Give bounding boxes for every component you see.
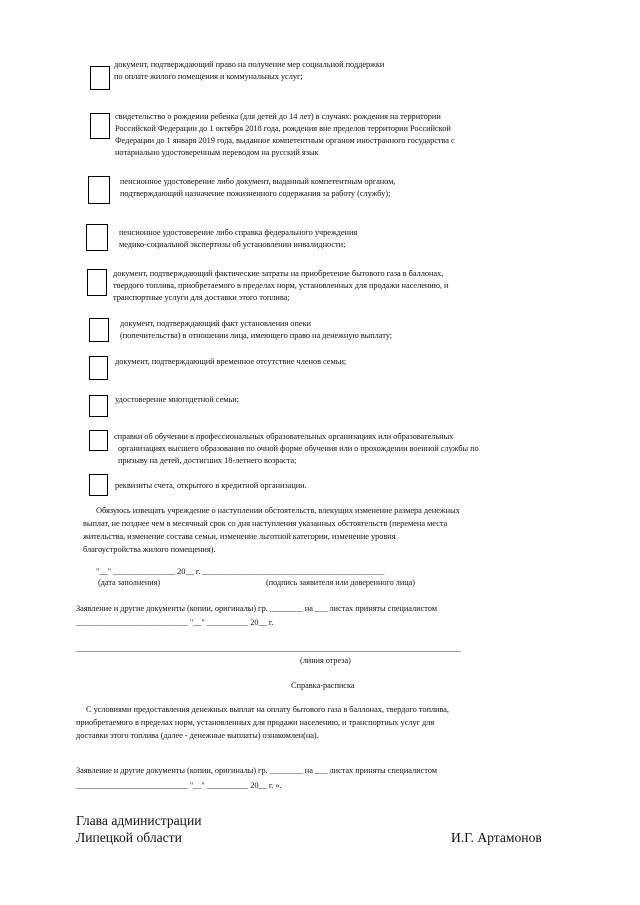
- cut-line-dashes: _____________________________________________________________________________________________: [76, 644, 461, 653]
- footer-name: И.Г. Артамонов: [451, 830, 542, 845]
- accepted-2-line-1: Заявление и другие документы (копии, оригиналы) гр. ________ на ___ листах приняты специалистом: [76, 766, 437, 775]
- footer-title-line-2: Липецкой области: [76, 830, 182, 845]
- checklist-item-9-line-3: призыву на детей, достигших 18-летнего возраста;: [118, 456, 297, 465]
- checkbox-7[interactable]: [89, 356, 108, 380]
- checklist-item-5-line-3: транспортные услуги для доставки этого топлива;: [113, 293, 290, 302]
- checklist-item-5-line-2: твердого топлива, приобретаемого в пределах норм, установленных для продажи населению, и: [113, 281, 449, 290]
- obligation-line-2: выплат, не позднее чем в месячный срок со дня наступления указанных обстоятельств (перемена места: [83, 519, 448, 528]
- checklist-item-2-line-3: Федерации до 1 января 2019 года, выданное компетентным органом иностранного государства с: [115, 136, 455, 145]
- accepted-1-line-2: ___________________________ "__" __________ 20__ г.: [76, 618, 274, 627]
- checkbox-10[interactable]: [89, 474, 108, 496]
- checkbox-8[interactable]: [89, 395, 108, 417]
- accepted-2-line-2: ___________________________ "__" __________ 20__ г. ».: [76, 781, 282, 790]
- checklist-item-2-line-1: свидетельство о рождении ребенка (для детей до 14 лет) в случаях: рождения на территории: [115, 112, 441, 121]
- checklist-item-9-line-2: организациях высшего образования по очной форме обучения или о прохождении военной службы по: [118, 444, 479, 453]
- checklist-item-7-line-1: документ, подтверждающий временное отсутствие членов семьи;: [115, 357, 347, 366]
- checklist-item-1-line-2: по оплате жилого помещения и коммунальных услуг;: [114, 72, 303, 81]
- checklist-item-3-line-1: пенсионное удостоверение либо документ, выданный компетентным органом,: [120, 177, 396, 186]
- checklist-item-2-line-4: нотариально удостоверенным переводом на русский язык: [115, 148, 319, 157]
- receipt-line-3: доставки этого топлива (далее - денежные выплаты) ознакомлен(на).: [76, 731, 319, 740]
- obligation-line-1: Обязуюсь извещать учреждение о наступлении обстоятельств, влекущих изменение размера денежных: [96, 506, 460, 515]
- checkbox-2[interactable]: [90, 113, 110, 139]
- checkbox-3[interactable]: [88, 176, 110, 204]
- checklist-item-6-line-1: документ, подтверждающий факт установления опеки: [120, 319, 311, 328]
- checklist-item-4-line-1: пенсионное удостоверение либо справка федерального учреждения: [119, 228, 358, 237]
- receipt-title: Справка-расписка: [291, 681, 355, 690]
- receipt-line-2: приобретаемого в пределах норм, установленных для продажи населению, и транспортных услуг для: [76, 718, 435, 727]
- checklist-item-5-line-1: документ, подтверждающий фактические затраты на приобретение бытового газа в баллонах,: [113, 269, 444, 278]
- signature-caption: (подпись заявителя или доверенного лица): [266, 578, 415, 587]
- checklist-item-3-line-2: подтверждающий назначение пожизненного содержания за работу (службу);: [120, 189, 391, 198]
- checkbox-9[interactable]: [89, 430, 108, 451]
- checklist-item-9-line-1: справки об обучении в профессиональных образовательных организациях или образовательных: [114, 432, 454, 441]
- checkbox-6[interactable]: [89, 318, 109, 342]
- receipt-line-1: С условиями предоставления денежных выплат на оплату бытового газа в баллонах, твердого топлива,: [86, 705, 449, 714]
- checklist-item-1-line-1: документ, подтверждающий право на получение мер социальной поддержки: [114, 60, 385, 69]
- footer-title-line-1: Глава администрации: [76, 813, 202, 828]
- checklist-item-2-line-2: Российской Федерации до 1 октября 2018 года, рождения вне пределов территории Российской: [115, 124, 451, 133]
- checklist-item-8-line-1: удостоверение многодетной семьи;: [115, 395, 239, 404]
- checkbox-4[interactable]: [86, 224, 108, 251]
- obligation-line-4: благоустройства жилого помещения).: [83, 545, 216, 554]
- accepted-1-line-1: Заявление и другие документы (копии, оригиналы) гр. ________ на ___ листах приняты специалистом: [76, 604, 437, 613]
- date-signature-line[interactable]: "__" _______________ 20__ г. ____________________________________________: [96, 567, 385, 576]
- cut-line-caption: (линия отреза): [300, 656, 351, 665]
- checklist-item-6-line-2: (попечительства) в отношении лица, имеющего право на денежную выплату;: [120, 331, 393, 340]
- date-caption: (дата заполнения): [98, 578, 161, 587]
- checkbox-1[interactable]: [90, 66, 110, 90]
- checklist-item-10-line-1: реквизиты счета, открытого в кредитной организации.: [115, 481, 307, 490]
- checkbox-5[interactable]: [87, 269, 107, 296]
- obligation-line-3: жительства, изменение состава семьи, изменение льготной категории, изменение уровня: [83, 532, 396, 541]
- checklist-item-4-line-2: медико-социальной экспертизы об установлении инвалидности;: [119, 240, 346, 249]
